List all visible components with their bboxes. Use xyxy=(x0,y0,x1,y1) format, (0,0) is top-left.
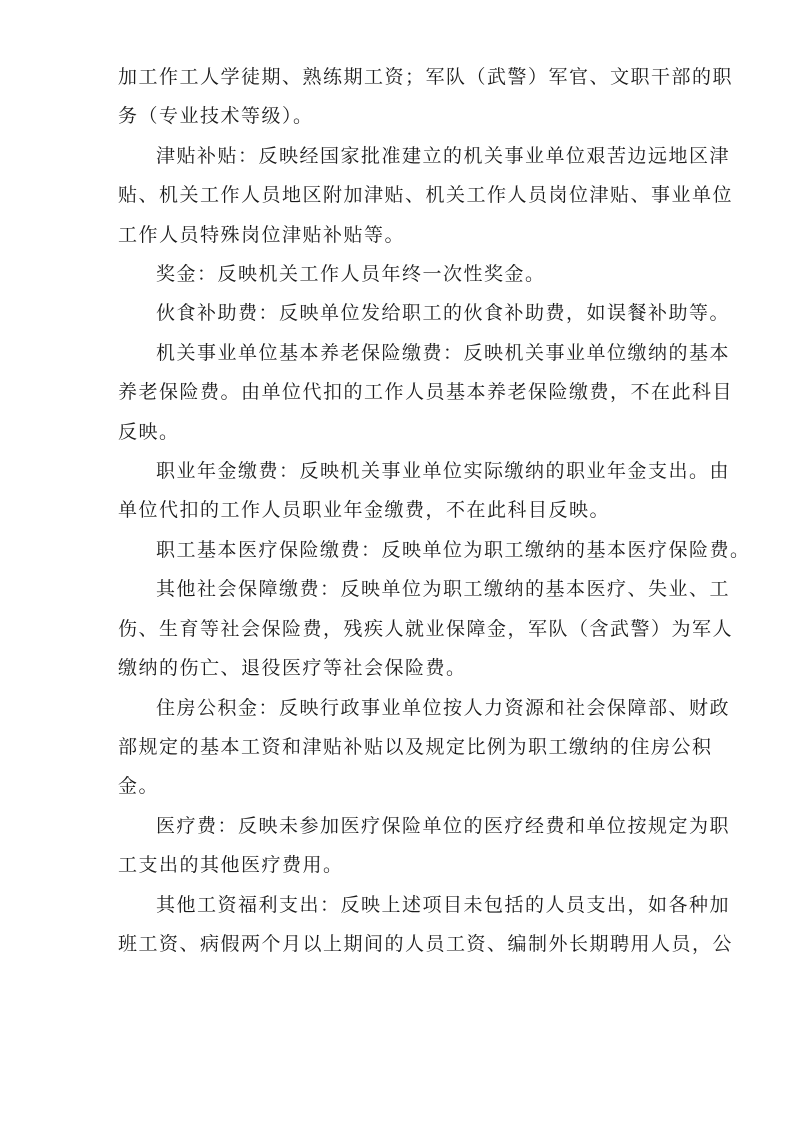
text-line: 机关事业单位基本养老保险缴费：反映机关事业单位缴纳的基本 xyxy=(156,341,731,364)
text-line: 职业年金缴费：反映机关事业单位实际缴纳的职业年金支出。由 xyxy=(156,460,731,483)
paragraph-meal-subsidy xyxy=(118,294,731,333)
paragraph-other-welfare xyxy=(118,886,734,965)
paragraph-allowances xyxy=(118,137,734,255)
text-line: 反映。 xyxy=(118,420,180,443)
text-line: 职工基本医疗保险缴费：反映单位为职工缴纳的基本医疗保险费。 xyxy=(156,538,751,561)
text-line: 加工作工人学徒期、熟练期工资；军队（武警）军官、文职干部的职 xyxy=(118,66,734,88)
text-line: 单位代扣的工作人员职业年金缴费，不在此科目反映。 xyxy=(118,499,611,522)
text-line: 医疗费：反映未参加医疗保险单位的医疗经费和单位按规定为职 xyxy=(156,814,731,837)
text-line: 金。 xyxy=(118,775,160,798)
text-line: 其他社会保障缴费：反映单位为职工缴纳的基本医疗、失业、工 xyxy=(156,578,731,601)
paragraph-medical-expenses xyxy=(118,807,731,886)
document-body xyxy=(118,58,751,964)
text-line: 其他工资福利支出：反映上述项目未包括的人员支出，如各种加 xyxy=(156,893,731,916)
text-line: 缴纳的伤亡、退役医疗等社会保险费。 xyxy=(118,657,467,680)
text-line: 养老保险费。由单位代扣的工作人员基本养老保险缴费，不在此科目 xyxy=(118,381,734,404)
text-line: 伤、生育等社会保险费，残疾人就业保障金，军队（含武警）为军人 xyxy=(118,617,734,640)
paragraph-other-social-security xyxy=(118,570,734,688)
text-line: 务（专业技术等级）。 xyxy=(118,105,314,128)
text-line: 工支出的其他医疗费用。 xyxy=(118,854,344,877)
paragraph-bonus xyxy=(118,255,690,294)
text-line: 津贴补贴：反映经国家批准建立的机关事业单位艰苦边远地区津 xyxy=(156,144,731,167)
text-line: 部规定的基本工资和津贴补贴以及规定比例为职工缴纳的住房公积 xyxy=(118,735,713,758)
paragraph-pension-insurance xyxy=(118,334,734,452)
text-line: 工作人员特殊岗位津贴补贴等。 xyxy=(118,223,406,246)
text-line: 贴、机关工作人员地区附加津贴、机关工作人员岗位津贴、事业单位 xyxy=(118,184,734,207)
paragraph-medical-insurance xyxy=(118,531,751,570)
text-line: 住房公积金：反映行政事业单位按人力资源和社会保障部、财政 xyxy=(156,696,731,719)
paragraph-housing-fund xyxy=(118,689,731,807)
paragraph-salary-continued xyxy=(118,58,734,137)
text-line: 奖金：反映机关工作人员年终一次性奖金。 xyxy=(156,263,546,286)
text-line: 班工资、病假两个月以上期间的人员工资、编制外长期聘用人员，公 xyxy=(118,932,734,955)
paragraph-occupational-annuity xyxy=(118,452,731,531)
text-line: 伙食补助费：反映单位发给职工的伙食补助费，如误餐补助等。 xyxy=(156,302,731,325)
